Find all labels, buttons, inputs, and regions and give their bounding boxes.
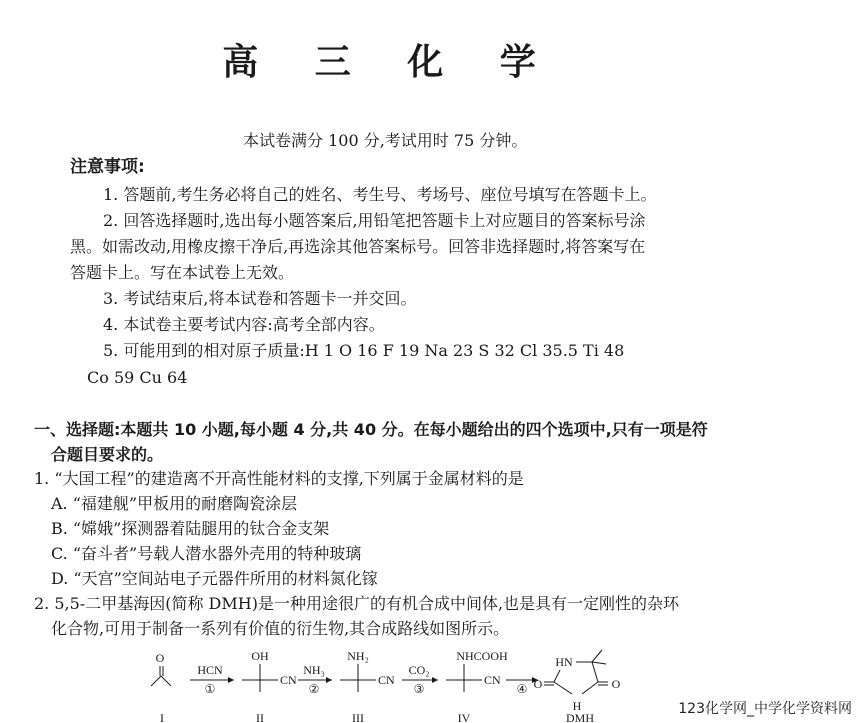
- compound-iv-cn: CN: [484, 673, 501, 687]
- notice-heading: 注意事项:: [70, 157, 145, 177]
- q2-stem-line-1: 2. 5,5-二甲基海因(简称 DMH)是一种用途很广的有机合成中间体,也是具有一定刚性的杂环: [34, 594, 680, 613]
- dmh-structure: [534, 650, 621, 713]
- site-watermark: 123化学网_中学化学资料网: [676, 698, 854, 718]
- step-1-label: ①: [204, 682, 216, 696]
- compound-ii-oh: OH: [251, 649, 269, 663]
- compound-label-iii: III: [352, 711, 364, 723]
- compound-label-i: I: [160, 711, 164, 723]
- notice-line-4: 答题卡上。写在本试卷上无效。: [70, 263, 295, 282]
- section-heading-line-1: 一、选择题:本题共 10 小题,每小题 4 分,共 40 分。在每小题给出的四个选项中,只有一项是符: [34, 420, 708, 439]
- dmh-right-o: O: [611, 677, 621, 691]
- carbonyl-o-label: O: [155, 651, 165, 665]
- compound-i-structure: [151, 651, 171, 686]
- compound-iii-cn: CN: [378, 673, 395, 687]
- dmh-nh: H: [572, 699, 582, 713]
- notice-line-5: 3. 考试结束后,将本试卷和答题卡一并交回。: [103, 289, 417, 308]
- compound-iii-nh2: NH₂: [347, 649, 369, 663]
- page-title: 高 三 化 学: [222, 42, 558, 83]
- reaction-arrow-2: [298, 663, 332, 696]
- compound-ii-cn: CN: [280, 673, 297, 687]
- q1-option-b: B. “嫦娥”探测器着陆腿用的钛合金支架: [51, 519, 330, 538]
- synthesis-route-diagram: [140, 640, 660, 723]
- reaction-arrow-3: [402, 663, 438, 696]
- reagent-1: HCN: [197, 663, 223, 677]
- compound-ii-structure: [242, 649, 297, 692]
- notice-line-3: 黑。如需改动,用橡皮擦干净后,再选涂其他答案标号。回答非选择题时,将答案写在: [70, 237, 646, 256]
- notice-line-2: 2. 回答选择题时,选出每小题答案后,用铅笔把答题卡上对应题目的答案标号涂: [103, 211, 646, 230]
- q1-stem: 1. “大国工程”的建造离不开高性能材料的支撑,下列属于金属材料的是: [34, 469, 524, 488]
- compound-label-iv: IV: [457, 711, 471, 723]
- notice-line-8: Co 59 Cu 64: [87, 368, 188, 387]
- exam-info: 本试卷满分 100 分,考试用时 75 分钟。: [243, 131, 528, 150]
- step-2-label: ②: [308, 682, 320, 696]
- notice-line-1: 1. 答题前,考生务必将自己的姓名、考生号、考场号、座位号填写在答题卡上。: [103, 185, 657, 204]
- notice-line-6: 4. 本试卷主要考试内容:高考全部内容。: [103, 315, 385, 334]
- q1-option-d: D. “天宫”空间站电子元器件所用的材料氮化镓: [51, 569, 378, 588]
- dmh-hn: HN: [555, 655, 573, 669]
- q1-option-c: C. “奋斗者”号载人潜水器外壳用的特种玻璃: [51, 544, 362, 563]
- compound-label-ii: II: [256, 711, 264, 723]
- notice-line-7: 5. 可能用到的相对原子质量:H 1 O 16 F 19 Na 23 S 32 Cl 35.5 Ti 48: [103, 341, 625, 360]
- compound-iv-nhcooh: NHCOOH: [456, 649, 508, 663]
- reagent-3: CO₂: [408, 663, 430, 677]
- dmh-left-o: O: [533, 677, 543, 691]
- compound-label-dmh: DMH: [565, 711, 595, 723]
- reaction-arrow-1: [190, 663, 234, 696]
- compound-iii-structure: [340, 649, 395, 692]
- step-4-label: ④: [516, 682, 528, 696]
- reagent-2: NH₃: [303, 663, 325, 677]
- q1-option-a: A. “福建舰”甲板用的耐磨陶瓷涂层: [51, 494, 298, 513]
- step-3-label: ③: [413, 682, 425, 696]
- section-heading-line-2: 合题目要求的。: [51, 445, 164, 464]
- compound-iv-structure: [446, 649, 508, 692]
- q2-stem-line-2: 化合物,可用于制备一系列有价值的衍生物,其合成路线如图所示。: [51, 619, 510, 638]
